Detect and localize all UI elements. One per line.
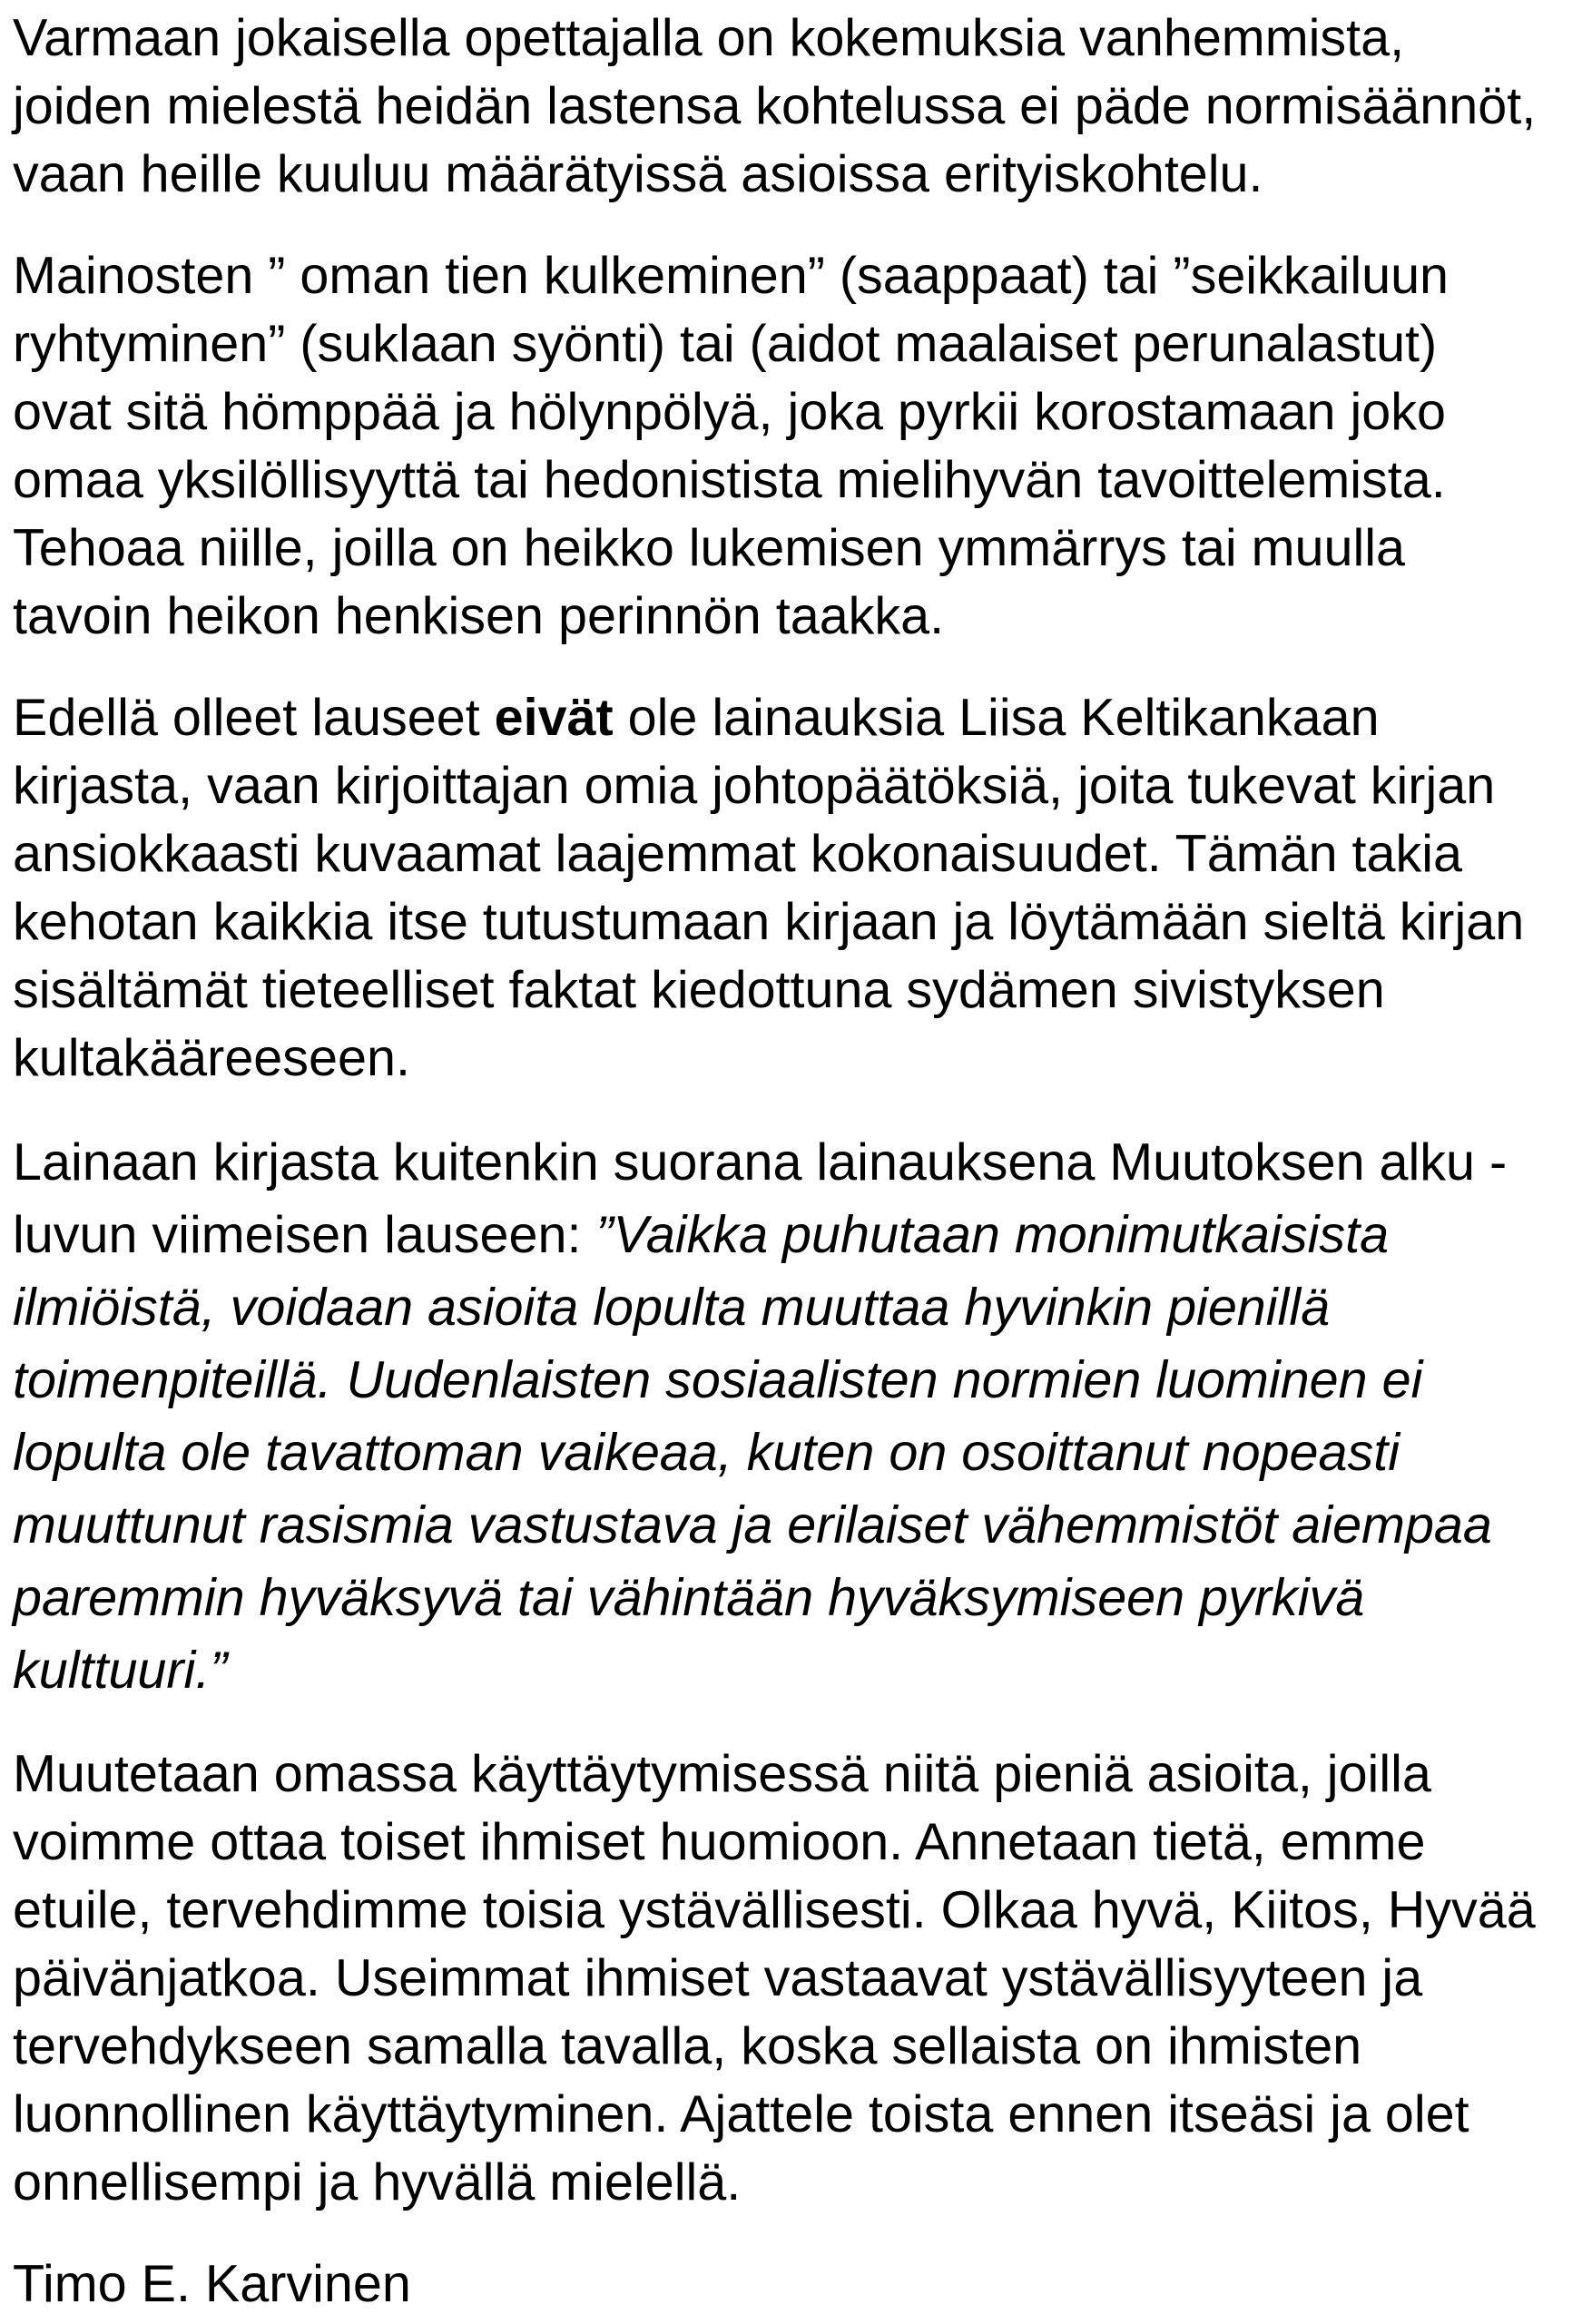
paragraph-4 bbox=[13, 1126, 1592, 1707]
text-run: Tehoaa niille, joilla on heikko lukemisen ymmärrys tai muulla bbox=[13, 519, 1405, 577]
text-run: vaan heille kuuluu määrätyissä asioissa erityiskohtelu. bbox=[13, 145, 1263, 203]
text-line bbox=[13, 242, 1592, 310]
text-line bbox=[13, 2149, 1592, 2217]
text-run: voimme ottaa toiset ihmiset huomioon. Annetaan tietä, emme bbox=[13, 1813, 1426, 1871]
text-run: tervehdykseen samalla tavalla, koska sellaista on ihmisten bbox=[13, 2017, 1362, 2075]
text-line bbox=[13, 73, 1592, 141]
text-line bbox=[13, 446, 1592, 515]
text-line bbox=[13, 1344, 1592, 1417]
text-run: onnellisempi ja hyvällä mielellä. bbox=[13, 2153, 742, 2211]
text-run: Lainaan kirjasta kuitenkin suorana lainauksena Muutoksen alku - bbox=[13, 1133, 1508, 1191]
text-line bbox=[13, 5, 1592, 73]
text-line bbox=[13, 310, 1592, 378]
text-line bbox=[13, 2081, 1592, 2149]
text-line bbox=[13, 1562, 1592, 1634]
text-line bbox=[13, 141, 1592, 209]
text-line bbox=[13, 378, 1592, 446]
italic-quote-text-run: paremmin hyväksyvä tai vähintään hyväksymiseen pyrkivä bbox=[13, 1569, 1365, 1627]
text-line bbox=[13, 956, 1592, 1025]
text-run: ansiokkaasti kuvaamat laajemmat kokonaisuudet. Tämän takia bbox=[13, 825, 1463, 883]
text-run: sisältämät tieteelliset faktat kiedottuna sydämen sivistyksen bbox=[13, 961, 1385, 1019]
text-line bbox=[13, 684, 1592, 752]
italic-quote-text-run: lopulta ole tavattoman vaikeaa, kuten on osoittanut nopeasti bbox=[13, 1424, 1400, 1482]
text-line bbox=[13, 2250, 1592, 2319]
text-run: Muutetaan omassa käyttäytymisessä niitä pieniä asioita, joilla bbox=[13, 1745, 1431, 1803]
text-line bbox=[13, 888, 1592, 956]
text-line bbox=[13, 1126, 1592, 1199]
text-run: kehotan kaikkia itse tutustumaan kirjaan ja löytämään sieltä kirjan bbox=[13, 893, 1525, 951]
text-run: Timo E. Karvinen bbox=[13, 2255, 411, 2313]
paragraph-2 bbox=[13, 242, 1592, 651]
text-line bbox=[13, 752, 1592, 820]
text-run: kultakääreeseen. bbox=[13, 1029, 410, 1087]
italic-quote-text-run: kulttuuri.” bbox=[13, 1642, 228, 1700]
italic-quote-text-run: muuttunut rasismia vastustava ja erilaiset vähemmistöt aiempaa bbox=[13, 1496, 1492, 1554]
text-line bbox=[13, 2013, 1592, 2081]
text-line bbox=[13, 1489, 1592, 1562]
text-run: joiden mielestä heidän lastensa kohtelussa ei päde normisäännöt, bbox=[13, 77, 1537, 135]
text-run: päivänjatkoa. Useimmat ihmiset vastaavat ystävällisyyteen ja bbox=[13, 1949, 1423, 2007]
text-line bbox=[13, 1877, 1592, 1945]
paragraph-5 bbox=[13, 1741, 1592, 2217]
text-line bbox=[13, 515, 1592, 583]
text-line bbox=[13, 1417, 1592, 1489]
text-run: Mainosten ” oman tien kulkeminen” (saappaat) tai ”seikkailuun bbox=[13, 247, 1450, 305]
paragraph-3 bbox=[13, 684, 1592, 1093]
text-run: luvun viimeisen lauseen: bbox=[13, 1206, 596, 1264]
text-line bbox=[13, 820, 1592, 888]
italic-quote-text-run: ”Vaikka puhutaan monimutkaisista bbox=[595, 1206, 1390, 1264]
text-run: ovat sitä hömppää ja hölynpölyä, joka pyrkii korostamaan joko bbox=[13, 383, 1446, 441]
text-line bbox=[13, 1809, 1592, 1877]
text-line bbox=[13, 1741, 1592, 1809]
text-run: Varmaan jokaisella opettajalla on kokemuksia vanhemmista, bbox=[13, 9, 1405, 67]
paragraph-1 bbox=[13, 5, 1592, 209]
text-run: Edellä olleet lauseet bbox=[13, 689, 495, 747]
italic-quote-text-run: ilmiöistä, voidaan asioita lopulta muuttaa hyvinkin pienillä bbox=[13, 1279, 1331, 1337]
signature bbox=[13, 2250, 1592, 2319]
bold-text-run: eivät bbox=[494, 689, 614, 747]
text-run: tavoin heikon henkisen perinnön taakka. bbox=[13, 587, 945, 645]
text-run: luonnollinen käyttäytyminen. Ajattele toista ennen itseäsi ja olet bbox=[13, 2085, 1469, 2143]
text-run: etuile, tervehdimme toisia ystävällisesti. Olkaa hyvä, Kiitos, Hyvää bbox=[13, 1881, 1536, 1939]
text-run: kirjasta, vaan kirjoittajan omia johtopäätöksiä, joita tukevat kirjan bbox=[13, 757, 1496, 815]
italic-quote-text-run: toimenpiteillä. Uudenlaisten sosiaalisten normien luominen ei bbox=[13, 1351, 1423, 1409]
text-line bbox=[13, 1945, 1592, 2013]
text-run: ole lainauksia Liisa Keltikankaan bbox=[613, 689, 1380, 747]
text-line bbox=[13, 1634, 1592, 1707]
text-line bbox=[13, 1271, 1592, 1344]
text-run: omaa yksilöllisyyttä tai hedonistista mielihyvän tavoittelemista. bbox=[13, 451, 1446, 509]
text-run: ryhtyminen” (suklaan syönti) tai (aidot maalaiset perunalastut) bbox=[13, 315, 1438, 373]
text-line bbox=[13, 1025, 1592, 1093]
text-line bbox=[13, 583, 1592, 651]
text-line bbox=[13, 1199, 1592, 1271]
